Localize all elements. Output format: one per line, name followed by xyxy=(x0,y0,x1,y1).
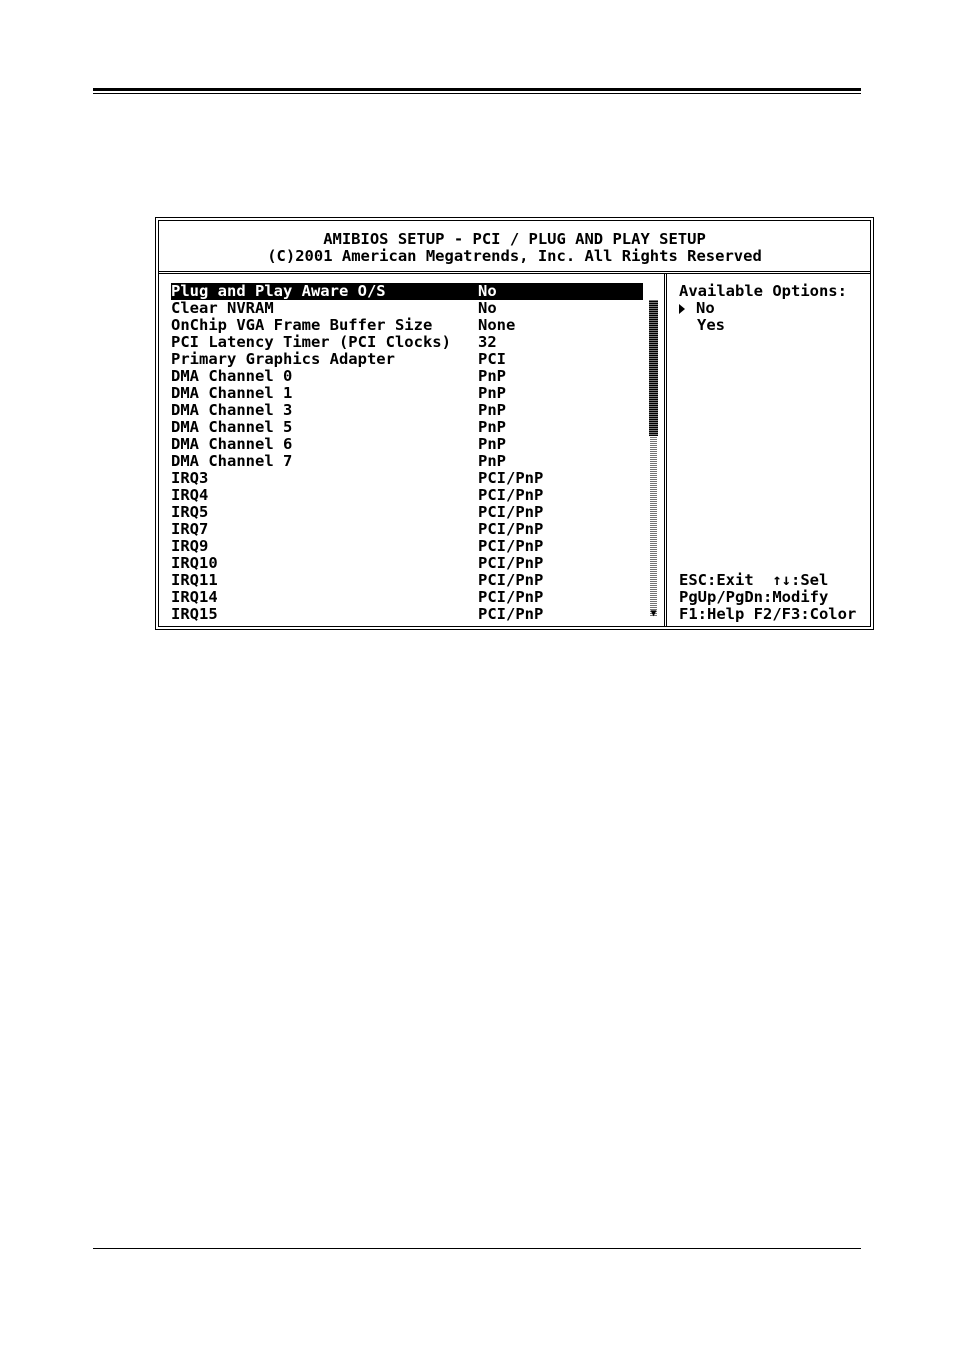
setting-value[interactable]: PCI/PnP xyxy=(478,554,544,572)
setting-row[interactable] xyxy=(171,504,643,521)
setting-value[interactable]: PCI/PnP xyxy=(478,486,544,504)
setting-value[interactable]: PCI/PnP xyxy=(478,520,544,538)
setting-row[interactable] xyxy=(171,368,643,385)
setting-row[interactable] xyxy=(171,385,643,402)
setting-value[interactable]: PCI/PnP xyxy=(478,571,544,589)
available-options xyxy=(679,283,847,334)
setting-label: IRQ11 xyxy=(171,571,218,589)
setting-row[interactable] xyxy=(171,606,643,623)
setting-row[interactable] xyxy=(171,521,643,538)
options-heading: Available Options: xyxy=(679,282,847,300)
setting-row[interactable] xyxy=(171,419,643,436)
setting-value[interactable]: PnP xyxy=(478,418,506,436)
setting-label: IRQ14 xyxy=(171,588,218,606)
bios-title: AMIBIOS SETUP - PCI / PLUG AND PLAY SETUP xyxy=(323,230,706,248)
setting-row[interactable] xyxy=(171,402,643,419)
setting-row[interactable] xyxy=(171,351,643,368)
setting-row[interactable] xyxy=(171,487,643,504)
setting-label: DMA Channel 5 xyxy=(171,418,293,436)
settings-pane xyxy=(159,274,664,626)
setting-label: DMA Channel 7 xyxy=(171,452,293,470)
bios-header xyxy=(159,221,870,274)
option-label: Yes xyxy=(697,316,725,334)
setting-label: IRQ15 xyxy=(171,605,218,623)
setting-label: OnChip VGA Frame Buffer Size xyxy=(171,316,433,334)
setting-row[interactable] xyxy=(171,317,643,334)
help-pane xyxy=(667,274,870,626)
help-line-modify: PgUp/PgDn:Modify xyxy=(679,588,829,606)
option-label: No xyxy=(696,299,715,317)
bottom-rule xyxy=(93,1248,861,1249)
setting-value[interactable]: PnP xyxy=(478,452,506,470)
scrollbar-thumb[interactable] xyxy=(649,300,658,436)
setting-row[interactable] xyxy=(171,470,643,487)
setting-label: Primary Graphics Adapter xyxy=(171,350,395,368)
settings-list xyxy=(171,283,643,623)
setting-row[interactable] xyxy=(171,589,643,606)
top-rule-thin xyxy=(93,93,861,94)
setting-row[interactable] xyxy=(171,436,643,453)
setting-label: IRQ10 xyxy=(171,554,218,572)
setting-value[interactable]: None xyxy=(478,316,516,334)
setting-label: DMA Channel 0 xyxy=(171,367,293,385)
setting-row[interactable] xyxy=(171,538,643,555)
help-line-help-color: F1:Help F2/F3:Color xyxy=(679,605,857,623)
setting-value[interactable]: PCI/PnP xyxy=(478,537,544,555)
scrollbar[interactable] xyxy=(649,300,658,616)
setting-value[interactable]: PnP xyxy=(478,384,506,402)
setting-value[interactable]: PCI/PnP xyxy=(478,469,544,487)
setting-value[interactable]: PnP xyxy=(478,401,506,419)
bios-setup-window xyxy=(155,217,874,630)
right-triangle-icon xyxy=(679,304,685,314)
scroll-down-icon[interactable]: ▼ xyxy=(650,608,657,619)
setting-row[interactable] xyxy=(171,283,643,300)
setting-value[interactable]: 32 xyxy=(478,333,497,351)
bios-copyright: (C)2001 American Megatrends, Inc. All Rights Reserved xyxy=(267,247,762,265)
setting-label: Clear NVRAM xyxy=(171,299,274,317)
setting-label: IRQ9 xyxy=(171,537,209,555)
setting-label: DMA Channel 6 xyxy=(171,435,293,453)
setting-label: DMA Channel 1 xyxy=(171,384,293,402)
option-item-no[interactable] xyxy=(679,300,847,317)
setting-label: Plug and Play Aware O/S xyxy=(171,282,386,300)
setting-value[interactable]: PCI xyxy=(478,350,506,368)
setting-value[interactable]: PCI/PnP xyxy=(478,588,544,606)
bios-inner-frame xyxy=(158,220,871,627)
setting-value[interactable]: No xyxy=(478,299,497,317)
setting-row[interactable] xyxy=(171,555,643,572)
setting-value[interactable]: PnP xyxy=(478,435,506,453)
option-item-yes[interactable] xyxy=(679,317,847,334)
setting-label: IRQ5 xyxy=(171,503,209,521)
setting-label: IRQ3 xyxy=(171,469,209,487)
setting-value[interactable]: PCI/PnP xyxy=(478,605,544,623)
setting-row[interactable] xyxy=(171,572,643,589)
help-line-exit-select: ESC:Exit ↑↓:Sel xyxy=(679,571,829,589)
setting-row[interactable] xyxy=(171,453,643,470)
setting-value[interactable]: PnP xyxy=(478,367,506,385)
setting-value[interactable]: No xyxy=(478,282,497,300)
top-rule-thick xyxy=(93,88,861,91)
key-help xyxy=(679,572,856,623)
setting-row[interactable] xyxy=(171,300,643,317)
setting-row[interactable] xyxy=(171,334,643,351)
setting-label: DMA Channel 3 xyxy=(171,401,293,419)
setting-label: IRQ4 xyxy=(171,486,209,504)
setting-label: IRQ7 xyxy=(171,520,209,538)
setting-value[interactable]: PCI/PnP xyxy=(478,503,544,521)
setting-label: PCI Latency Timer (PCI Clocks) xyxy=(171,333,451,351)
